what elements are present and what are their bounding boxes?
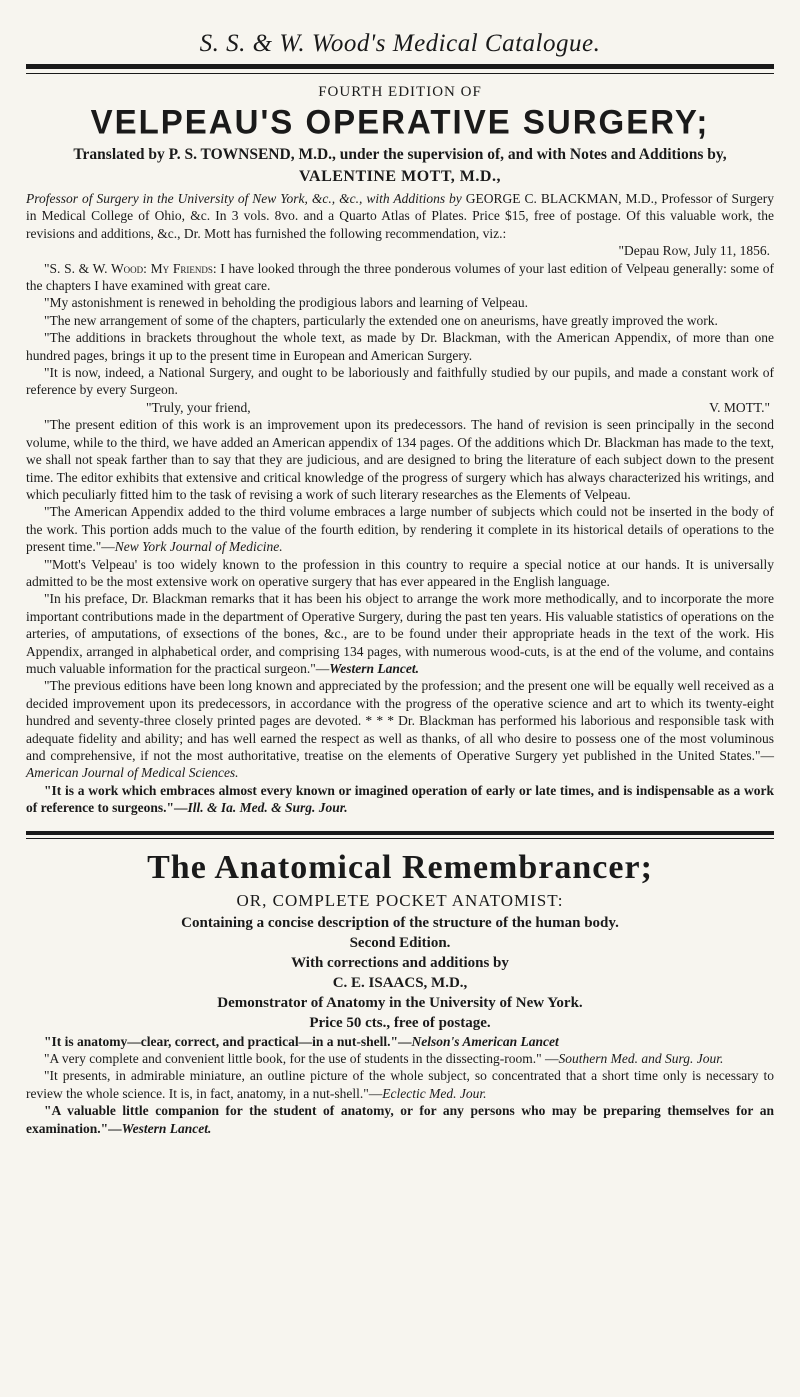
- letter-salutation: "S. S. & W. Wood: My Friends:: [44, 260, 217, 276]
- review-source: American Journal of Medical Sciences.: [26, 765, 239, 781]
- letter-paragraph-4: "The additions in brackets throughout the whole text, as made by Dr. Blackman, with the American Appendix, of more than one hundred pages, brings it up to the present time in European and American Surgery.: [26, 330, 774, 363]
- book-subtitle: OR, COMPLETE POCKET ANATOMIST:: [236, 890, 564, 910]
- translation-credit: Translated by P. S. TOWNSEND, M.D., under the supervision of, and with Notes and Additions by,: [73, 146, 727, 163]
- letter-dateline: "Depau Row, July 11, 1856.: [618, 243, 770, 259]
- review-source: Southern Med. and Surg. Jour.: [558, 1051, 724, 1067]
- review-source: Ill. & Ia. Med. & Surg. Jour.: [187, 800, 348, 816]
- review-source: Western Lancet.: [329, 660, 420, 676]
- price-line: Price 50 cts., free of postage.: [309, 1014, 491, 1031]
- review-paragraph: "The previous editions have been long known and appreciated by the profession; and the present one will be equally well received as a decided improvement upon its predecessors, in accordance with the progress of the operative science and art to which its twenty-eight hundred and seventy-three closely printed pages are devoted. * * * Dr. Blackman has performed his laborious and responsible task with adequate fidelity and ability; and has well earned the respect as well as thanks, of all who desire to possess one of the most voluminous and comprehensive, if not the most authoritative, treatise on the elements of Operative Surgery yet published in the United States."—American Journal of Medical Sciences.: [26, 678, 774, 781]
- letter-opening: [26, 260, 774, 295]
- letter-close: "Truly, your friend,: [146, 399, 251, 415]
- editor-affiliation: Demonstrator of Anatomy in the University of New York.: [217, 994, 583, 1011]
- book-title: VELPEAU'S OPERATIVE SURGERY;: [90, 102, 710, 141]
- mott-affiliation: Professor of Surgery in the University of New York, &c., &c., with Additions by: [26, 191, 462, 206]
- edition-line: FOURTH EDITION OF: [318, 84, 482, 100]
- editor-name: VALENTINE MOTT, M.D.,: [299, 168, 501, 185]
- letter-signature: V. MOTT.": [709, 399, 770, 415]
- review-source: Eclectic Med. Jour.: [382, 1085, 487, 1101]
- review-paragraph: "It is a work which embraces almost every known or imagined operation of early or late times, and is indispensable as a work of reference to surgeons."—Ill. & Ia. Med. & Surg. Jour.: [26, 782, 774, 816]
- header-rule-thick: [26, 64, 774, 69]
- review-paragraph: "In his preface, Dr. Blackman remarks that it has been his object to arrange the work more methodically, and to incorporate the more important contributions made in the department of Operative Surgery, during the past ten years. His valuable statistics of operations on the arteries, of amputations, of exsections of the bones, &c., are to be found under their appropriate heads in the text of the work. His Appendix, arranged in alphabetical order, and comprising 134 pages, with numerous wood-cuts, is at the end of the volume, and contains much valuable information for the practical surgeon."—Western Lancet.: [26, 591, 774, 676]
- editor-credit: With corrections and additions by: [291, 954, 509, 971]
- review-paragraph: "The American Appendix added to the third volume embraces a large number of subjects which could not be inserted in the body of the work. This portion adds much to the value of the fourth edition, by rendering it complete in its historical details of operations to the present time."—New York Journal of Medicine.: [26, 504, 774, 555]
- letter-paragraph-1: I have looked through the three ponderous volumes of your last edition of Velpeau generally: some of the chapters I have examined with great care.: [26, 260, 774, 294]
- anatomical-remembrancer-listing: [26, 849, 774, 1137]
- review-paragraph: "A very complete and convenient little book, for the use of students in the dissecting-room." —Southern Med. and Surg. Jour.: [44, 1051, 724, 1067]
- review-paragraph: "'Mott's Velpeau' is too widely known to the profession in this country to require a special notice at our hands. It is universally admitted to be the most extensive work on operative surgery that has ever appeared in the English language.: [26, 556, 774, 589]
- listing-description: [26, 190, 774, 242]
- review-paragraph: "It is anatomy—clear, correct, and practical—in a nut-shell."—Nelson's American Lancet: [44, 1033, 559, 1049]
- review-source: New York Journal of Medicine.: [114, 539, 283, 555]
- running-head: S. S. & W. Wood's Medical Catalogue.: [199, 30, 601, 57]
- section-divider: [26, 831, 774, 839]
- review-source: Western Lancet.: [121, 1120, 212, 1136]
- editor-name: C. E. ISAACS, M.D.,: [332, 974, 468, 991]
- header-rule-thin: [26, 73, 774, 74]
- letter-signature-row: [26, 399, 774, 416]
- review-paragraph: "The present edition of this work is an improvement upon its predecessors. The hand of revision is seen principally in the second volume, while to the third, we have added an American appendix of 134 pages. Of the additions which Dr. Blackman has made to the text, we shall not speak farther than to say that they are judicious, and are designed to bring the literature of each subject down to the present time. The editor exhibits that extensive and critical knowledge of the progress of surgery which has always characterized his writings, and which peculiarly fitted him to the task of revising a work of such literary researches as the Elements of Velpeau.: [26, 417, 774, 502]
- book-description: Containing a concise description of the structure of the human body.: [181, 914, 619, 931]
- review-paragraph: "It presents, in admirable miniature, an outline picture of the whole subject, so concentrated that a short time only is necessary to review the whole science. It is, in fact, anatomy, in a nut-shell."—Eclectic Med. Jour.: [26, 1068, 774, 1101]
- letter-paragraph-2: "My astonishment is renewed in beholding the prodigious labors and learning of Velpeau.: [44, 295, 529, 311]
- book-title: The Anatomical Remembrancer;: [147, 848, 653, 886]
- review-source: Nelson's American Lancet: [411, 1033, 559, 1049]
- letter-paragraph-3: "The new arrangement of some of the chapters, particularly the extended one on aneurisms, have greatly improved the work.: [44, 312, 718, 328]
- review-paragraph: "A valuable little companion for the student of anatomy, or for any persons who may be preparing themselves for an examination."—Western Lancet.: [26, 1103, 774, 1136]
- letter-paragraph-5: "It is now, indeed, a National Surgery, and ought to be laboriously and faithfully studied by our pupils, and made a constant work of reference by every Surgeon.: [26, 365, 774, 398]
- velpeau-listing: [26, 84, 774, 817]
- edition-line: Second Edition.: [349, 934, 451, 951]
- listing-details: GEORGE C. BLACKMAN, M.D., Professor of Surgery in Medical College of Ohio, &c. In 3 vols. 8vo. and a Quarto Atlas of Plates. Price $15, free of postage. Of this valuable work, the revisions and additions, &c., Dr. Mott has furnished the following recommendation, viz.:: [26, 191, 774, 241]
